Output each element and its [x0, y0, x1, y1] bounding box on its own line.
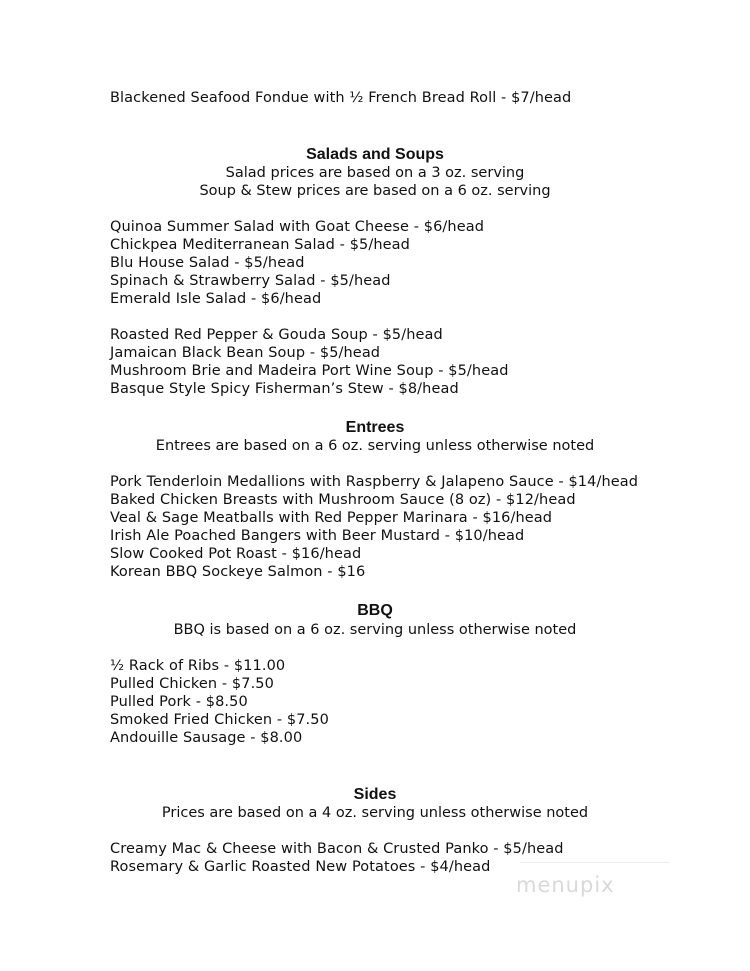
salad-item: Blu House Salad - $5/head	[110, 255, 305, 271]
bbq-item: Andouille Sausage - $8.00	[110, 730, 303, 746]
soup-item: Jamaican Black Bean Soup - $5/head	[110, 345, 381, 361]
section-note-soups: Soup & Stew prices are based on a 6 oz. serving	[199, 183, 551, 199]
salad-item: Emerald Isle Salad - $6/head	[110, 291, 322, 307]
section-note-sides: Prices are based on a 4 oz. serving unless otherwise noted	[161, 805, 589, 821]
salad-item: Quinoa Summer Salad with Goat Cheese - $6/head	[110, 219, 485, 235]
entree-item: Slow Cooked Pot Roast - $16/head	[110, 546, 362, 562]
menupix-watermark: menupix	[516, 873, 615, 897]
soup-item: Mushroom Brie and Madeira Port Wine Soup - $5/head	[110, 363, 509, 379]
bbq-item: Pulled Chicken - $7.50	[110, 676, 274, 692]
entree-item: Korean BBQ Sockeye Salmon - $16	[110, 564, 366, 580]
section-heading-entrees: Entrees	[345, 419, 405, 436]
entree-item: Baked Chicken Breasts with Mushroom Sauce (8 oz) - $12/head	[110, 492, 576, 508]
soup-item: Basque Style Spicy Fisherman’s Stew - $8/head	[110, 381, 459, 397]
salad-item: Spinach & Strawberry Salad - $5/head	[110, 273, 391, 289]
menu-item-seafood-fondue: Blackened Seafood Fondue with ½ French Bread Roll - $7/head	[110, 90, 572, 106]
salad-item: Chickpea Mediterranean Salad - $5/head	[110, 237, 410, 253]
entree-item: Irish Ale Poached Bangers with Beer Mustard - $10/head	[110, 528, 525, 544]
bbq-item: Smoked Fried Chicken - $7.50	[110, 712, 329, 728]
entree-item: Veal & Sage Meatballs with Red Pepper Marinara - $16/head	[110, 510, 553, 526]
side-item: Creamy Mac & Cheese with Bacon & Crusted Panko - $5/head	[110, 841, 564, 857]
soup-item: Roasted Red Pepper & Gouda Soup - $5/head	[110, 327, 443, 343]
section-note-salads: Salad prices are based on a 3 oz. serving	[225, 165, 525, 181]
section-note-bbq: BBQ is based on a 6 oz. serving unless otherwise noted	[173, 622, 577, 638]
section-heading-salads-soups: Salads and Soups	[306, 146, 444, 163]
section-heading-bbq: BBQ	[357, 602, 393, 619]
side-item: Rosemary & Garlic Roasted New Potatoes - $4/head	[110, 859, 491, 875]
entree-item: Pork Tenderloin Medallions with Raspberry & Jalapeno Sauce - $14/head	[110, 474, 639, 490]
bbq-item: Pulled Pork - $8.50	[110, 694, 248, 710]
section-heading-sides: Sides	[353, 786, 397, 803]
bbq-item: ½ Rack of Ribs - $11.00	[110, 658, 286, 674]
section-note-entrees: Entrees are based on a 6 oz. serving unless otherwise noted	[155, 438, 595, 454]
watermark-divider	[520, 862, 670, 863]
